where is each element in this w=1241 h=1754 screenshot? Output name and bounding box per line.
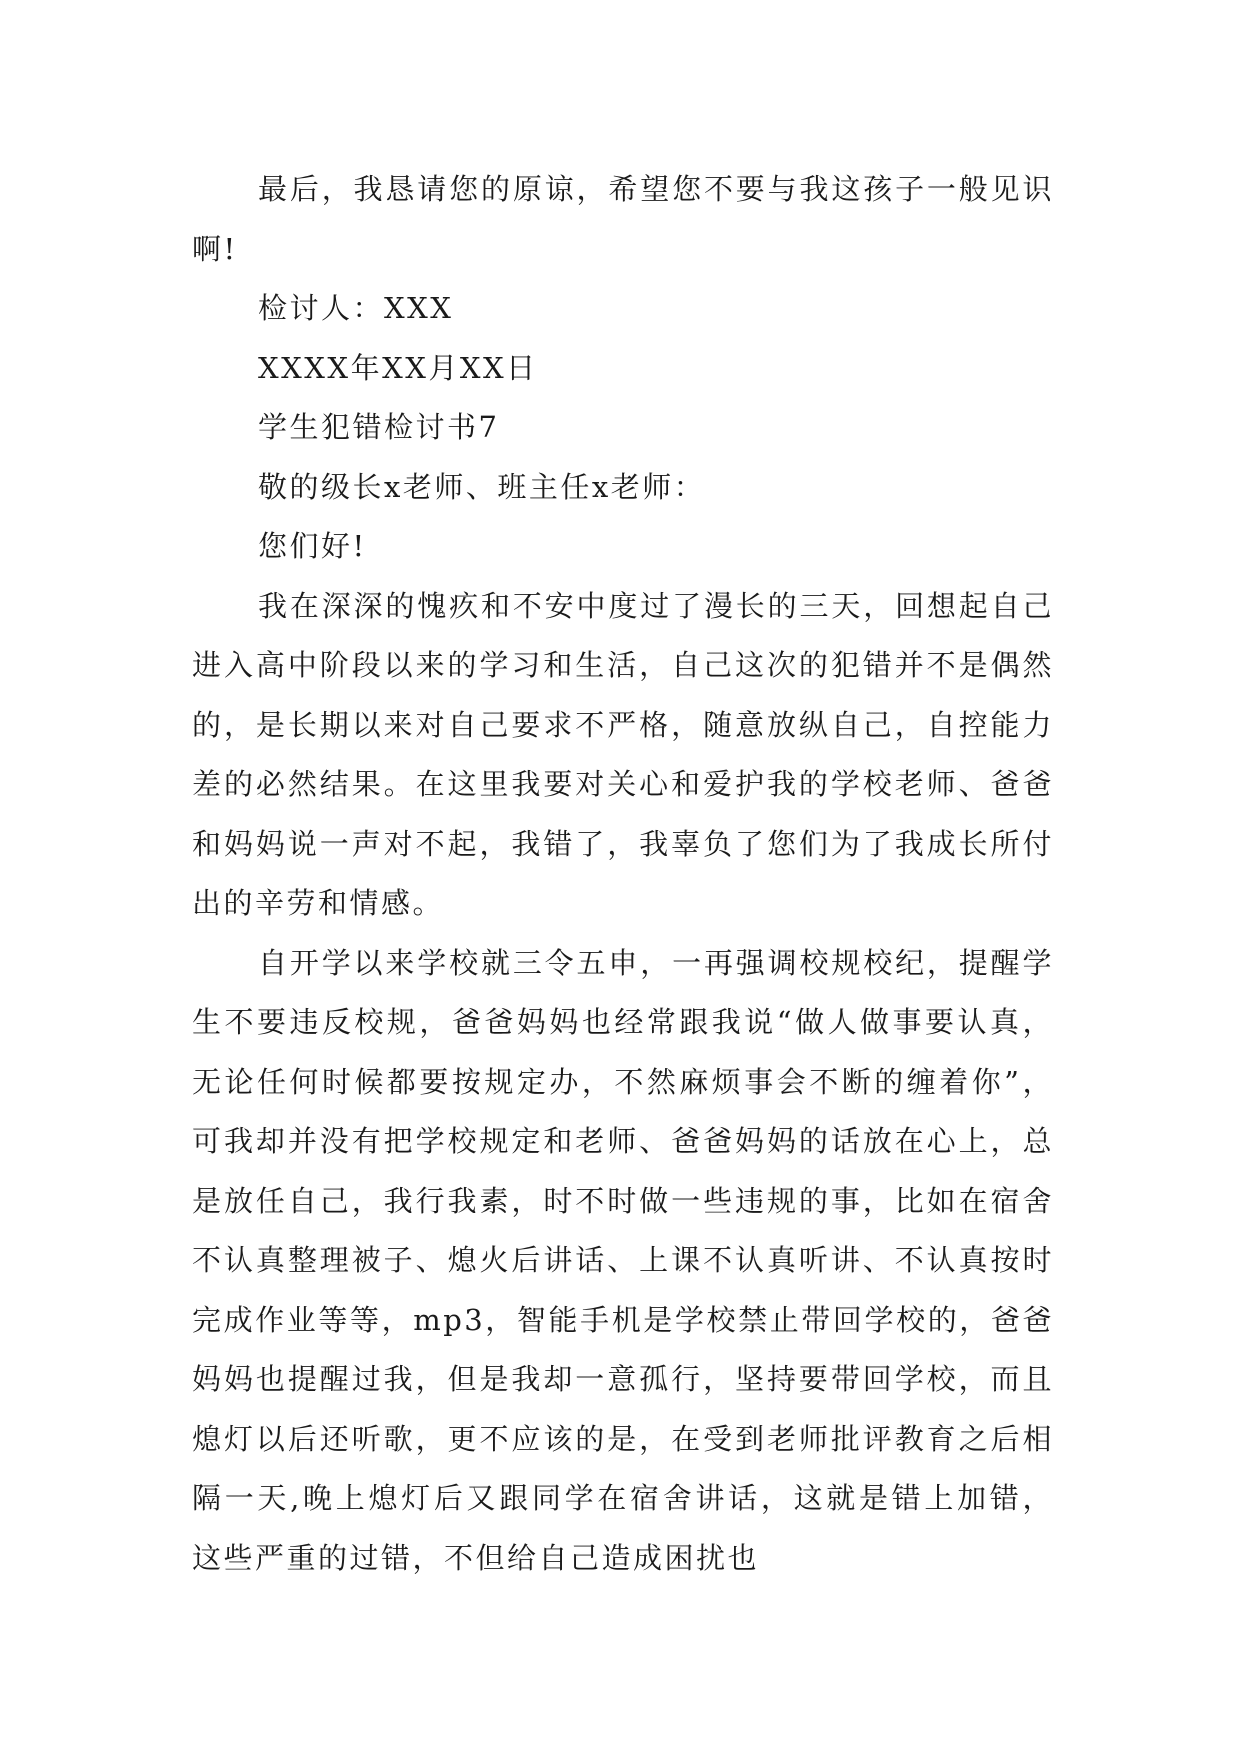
- body-paragraph: 我在深深的愧疚和不安中度过了漫长的三天，回想起自己进入高中阶段以来的学习和生活，自己这次的犯错并不是偶然的，是长期以来对自己要求不严格，随意放纵自己，自控能力差的必然结果。在这里我要对关心和爱护我的学校老师、爸爸和妈妈说一声对不起，我错了，我辜负了您们为了我成长所付出的辛劳和情感。: [192, 588, 1054, 920]
- document-body: [192, 160, 1054, 1588]
- date-line: XXXX年XX月XX日: [258, 350, 538, 385]
- salutation: 敬的级长x老师、班主任x老师：: [258, 469, 706, 504]
- greeting: 您们好!: [258, 529, 367, 563]
- signature-line: 检讨人：XXX: [258, 291, 454, 325]
- closing-paragraph: 最后，我恳请您的原谅，希望您不要与我这孩子一般见识啊!: [192, 172, 1054, 266]
- body-paragraph: 自开学以来学校就三令五申，一再强调校规校纪，提醒学生不要违反校规，爸爸妈妈也经常跟我说“做人做事要认真，无论任何时候都要按规定办，不然麻烦事会不断的缠着你”，可我却并没有把学校规定和老师、爸爸妈妈的话放在心上，总是放任自己，我行我素，时不时做一些违规的事，比如在宿舍不认真整理被子、熄火后讲话、上课不认真听讲、不认真按时完成作业等等，mp3，智能手机是学校禁止带回学校的，爸爸妈妈也提醒过我，但是我却一意孤行，坚持要带回学校，而且熄灯以后还听歌，更不应该的是，在受到老师批评教育之后相隔一天,晚上熄灯后又跟同学在宿舍讲话，这就是错上加错，这些严重的过错，不但给自己造成困扰也: [192, 945, 1054, 1575]
- section-title: 学生犯错检讨书7: [258, 410, 500, 444]
